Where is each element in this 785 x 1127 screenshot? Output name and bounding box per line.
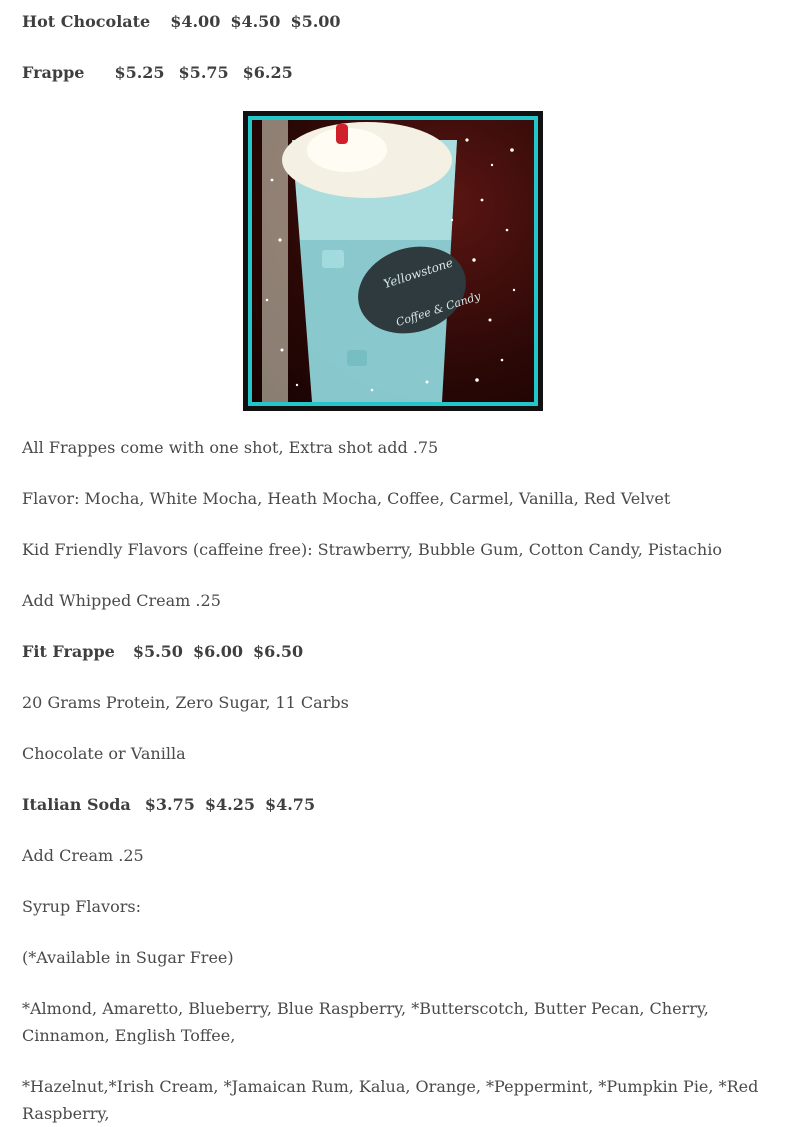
item-name: Frappe — [22, 63, 85, 82]
price-small: $5.50 — [132, 642, 183, 661]
price-medium: $4.50 — [230, 12, 281, 31]
item-name: Italian Soda — [22, 795, 131, 814]
kid-friendly-flavors: Kid Friendly Flavors (caffeine free): Strawberry, Bubble Gum, Cotton Candy, Pistachio — [22, 540, 722, 559]
menu-item-italian-soda — [22, 791, 315, 818]
price-medium: $6.00 — [192, 642, 244, 661]
price-small: $4.00 — [170, 12, 221, 31]
fit-frappe-nutrition: 20 Grams Protein, Zero Sugar, 11 Carbs — [22, 693, 349, 712]
price-large: $6.50 — [253, 642, 304, 661]
frappe-flavors: Flavor: Mocha, White Mocha, Heath Mocha, Coffee, Carmel, Vanilla, Red Velvet — [22, 489, 671, 508]
price-large: $5.00 — [290, 12, 341, 31]
price-medium: $5.75 — [178, 63, 229, 82]
item-name: Hot Chocolate — [22, 12, 151, 31]
price-small: $5.25 — [114, 63, 165, 82]
drink-illustration — [252, 120, 534, 402]
price-large: $4.75 — [264, 795, 316, 814]
price-medium: $4.25 — [204, 795, 255, 814]
syrup-list-1: *Almond, Amaretto, Blueberry, Blue Raspberry, *Butterscotch, Butter Pecan, Cherry, Cinnamon, English Toffee, — [22, 999, 709, 1045]
menu-item-hot-chocolate — [22, 8, 341, 35]
item-name: Fit Frappe — [22, 642, 115, 661]
menu-item-fit-frappe — [22, 638, 303, 665]
fit-frappe-options: Chocolate or Vanilla — [22, 744, 186, 763]
add-cream-note: Add Cream .25 — [22, 846, 144, 865]
logo-line2: Coffee & Candy — [394, 289, 483, 330]
logo-line1: Yellowstone — [381, 255, 455, 292]
syrup-list-2: *Hazelnut,*Irish Cream, *Jamaican Rum, Kalua, Orange, *Peppermint, *Pumpkin Pie, *Red Raspberry, — [22, 1077, 759, 1123]
photo-border — [248, 116, 538, 406]
frappe-photo — [243, 111, 543, 411]
frappe-shot-note: All Frappes come with one shot, Extra shot add .75 — [22, 438, 439, 457]
sugar-free-note: (*Available in Sugar Free) — [22, 948, 234, 967]
whipped-cream-note: Add Whipped Cream .25 — [22, 591, 221, 610]
menu-item-frappe — [22, 59, 293, 86]
price-large: $6.25 — [242, 63, 293, 82]
syrup-flavors-heading: Syrup Flavors: — [22, 897, 141, 916]
price-small: $3.75 — [144, 795, 195, 814]
